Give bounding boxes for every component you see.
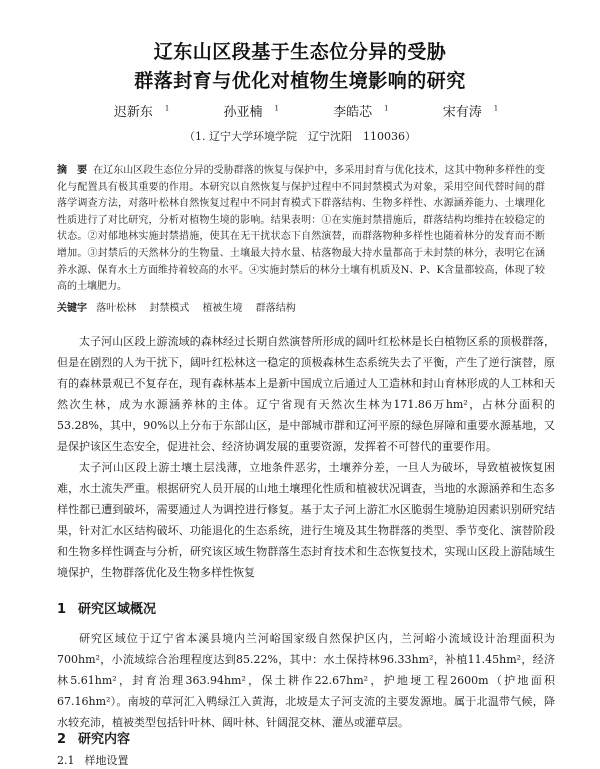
abstract bbox=[57, 163, 545, 296]
author-name: 宋有涛 bbox=[442, 105, 482, 120]
author-affil-mark: 1 bbox=[164, 104, 170, 113]
paper-title-line-1: 辽东山区段基于生态位分异的受胁 bbox=[153, 41, 447, 63]
paper-title-line-2: 群落封育与优化对植物生境影响的研究 bbox=[134, 70, 466, 92]
subsection-title: 样地设置 bbox=[84, 754, 129, 767]
author-name: 孙亚楠 bbox=[223, 105, 263, 120]
author bbox=[321, 105, 388, 120]
keywords bbox=[57, 301, 545, 317]
body-paragraph: 研究区域位于辽宁省本溪县境内兰河峪国家级自然保护区内，兰河峪小流域设计治理面积为700hm²，小流域综合治理程度达到85.22%，其中：水土保持林96.33hm²，补植11.45hm²，经济林5.61hm²，封育治理363.94hm²，保土耕作22.67hm²，护地埂工程2600m（护地面积67.16hm²）。南坡的草河汇入鸭绿江入黄海，北坡是太子河支流的主要发源地。属于北温带气候，降水较充沛，植被类型包括针叶林、阔叶林、针阔混交林、灌丛或灌草层。 bbox=[57, 632, 555, 729]
section-number: 2 bbox=[57, 732, 67, 747]
section-title: 研究区域概况 bbox=[78, 602, 157, 617]
author-affil-mark: 1 bbox=[493, 104, 499, 113]
author-affil-mark: 1 bbox=[274, 104, 279, 113]
author bbox=[211, 105, 278, 120]
author-list bbox=[40, 101, 560, 120]
keyword: 落叶松林 bbox=[96, 303, 137, 314]
keyword: 群落结构 bbox=[255, 303, 296, 314]
subsection-heading bbox=[57, 752, 129, 768]
section-heading bbox=[57, 598, 156, 617]
abstract-text: 在辽东山区段生态位分异的受胁群落的恢复与保护中，多采用封育与优化技术，这其中物种多样性的变化与配置具有极其重要的作用。本研究以自然恢复与保护过程中不同封禁模式为对象，采用空间代替时间的群落学调查方法，对落叶松林自然恢复过程中不同封育模式下群落结构、生物多样性、水源涵养能力、土壤理化性质进行了对比研究，分析对植物生境的影响。结果表明：①在实施封禁措施后，群落结构均维持在较稳定的状态。②对郁地林实施封禁措施，使其在无干扰状态下自然演替，而群落物种多样性也随着林分的发育而不断增加。③封禁后的天然林分的生物量、土壤最大持水量、枯落物最大持水量都高于未封禁的林分，表明它在涵养水源、保育水土方面维持着较高的水平。④实施封禁后的林分土壤有机质及N、P、K含量都较高，体现了较高的土壤肥力。 bbox=[57, 165, 546, 293]
author-affil-mark: 1 bbox=[384, 104, 389, 113]
body-paragraph: 太子河山区段上游流域的森林经过长期自然演替所形成的阔叶红松林是长白植物区系的顶极群落，但是在剧烈的人为干扰下，阔叶红松林这一稳定的顶极森林生态系统失去了平衡，产生了逆行演替，原有的森林景观已不复存在，现有森林基本上是新中国成立后通过人工造林和封山育林形成的人工林和天然次生林，成为水源涵养林的主体。辽宁省现有天然次生林为171.86万hm²，占林分面积的53.28%，其中，90%以上分布于东部山区，是中部城市群和辽河平原的绿色屏障和重要水源基地，又是保护该区生态安全，促进社会、经济协调发展的重要资源，发挥着不可替代的重要作用。 bbox=[57, 335, 555, 453]
section-heading bbox=[57, 728, 130, 747]
section-title: 研究内容 bbox=[78, 732, 131, 747]
keyword: 植被生境 bbox=[202, 303, 243, 314]
keyword: 封禁模式 bbox=[149, 303, 190, 314]
keywords-label: 关键字 bbox=[57, 303, 87, 314]
body-paragraph: 太子河山区段上游土壤土层浅薄，立地条件恶劣，土壤养分差，一旦人为破坏，导致植被恢复困难，水土流失严重。根据研究人员开展的山地土壤理化性质和植被状况调查，当地的水源涵养和生态多样性都已遭到破坏，需要通过人为调控进行修复。基于太子河上游汇水区脆弱生境胁迫因素识别研究结果，针对汇水区结构破坏、功能退化的生态系统，进行生境及其生物群落的类型、季节变化、演替阶段和生物多样性调查与分析，研究该区域生物群落生态封育技术和生态恢复技术，实现山区段上游陆域生境保护，生物群落优化及生物多样性恢复 bbox=[57, 461, 555, 579]
section-number: 1 bbox=[57, 602, 67, 617]
subsection-number: 2.1 bbox=[57, 754, 75, 767]
author bbox=[431, 105, 498, 120]
author-name: 迟新东 bbox=[113, 105, 153, 120]
author-name: 李皓芯 bbox=[333, 105, 373, 120]
author bbox=[102, 105, 169, 120]
affiliation: （1. 辽宁大学环境学院 辽宁沈阳 110036） bbox=[184, 130, 416, 143]
abstract-label: 摘 要 bbox=[57, 165, 88, 176]
